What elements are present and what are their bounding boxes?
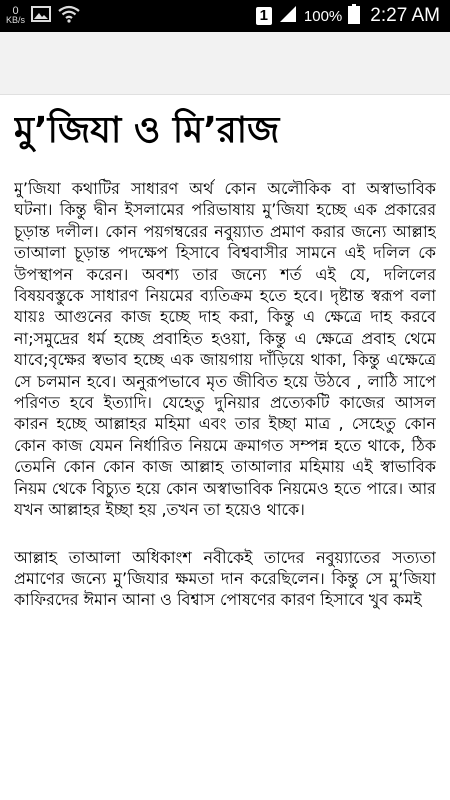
status-bar — [0, 0, 450, 32]
battery-icon — [348, 4, 360, 29]
article-title: মু’জিযা ও মি’রাজ — [14, 110, 280, 151]
status-left — [0, 5, 81, 28]
wifi-icon — [57, 5, 81, 28]
clock: 2:27 AM — [370, 5, 440, 26]
notification-badge: 1 — [256, 7, 272, 25]
battery-percent: 100% — [303, 7, 343, 25]
network-speed — [6, 7, 25, 25]
article-paragraph: আল্লাহ তাআলা অধিকাংশ নবীকেই তাদের নবুয়্যাতের সত্যতা প্রমাণের জন্যে মু’জিযার ক্ষমতা দান করেছিলেন। কিন্তু সে মু’জিযা কাফিরদের ঈমান আনা ও বিশ্বাস পোষণের কারণ হিসাবে খুব কমই — [14, 547, 436, 610]
app-bar — [0, 32, 450, 95]
article-paragraph: মু’জিযা কথাটির সাধারণ অর্থ কোন অলৌকিক বা অস্বাভাবিক ঘটনা। কিন্তু দ্বীন ইসলামের পরিভাষায় মু’জিযা হচ্ছে এক প্রকারের চূড়ান্ত দলীল। কোন পয়গম্বরের নবুয়্যাত প্রমাণ করার জন্যে আল্লাহ তাআলা চূড়ান্ত পদক্ষেপ হিসাবে বিশ্ববাসীর সামনে এই দলিল কে উপস্থাপন করেন। অবশ্য তার জন্যে শর্ত এই যে, দলিলের বিষয়বস্তুকে সাধারণ নিয়মের ব্যতিক্রম হতে হবে। দৃষ্টান্ত স্বরূপ বলা যায়ঃ আগুনের কাজ হচ্ছে দাহ করা, কিন্তু এ ক্ষেত্রে দাহ করবে না;সমুদ্রের ধর্ম হচ্ছে প্রবাহিত হওয়া, কিন্তু এ ক্ষেত্রে প্রবাহ থেমে যাবে;বৃক্ষের স্বভাব হচ্ছে এক জায়গায় দাঁড়িয়ে থাকা, কিন্তু এক্ষেত্রে সে চলমান হবে। অনুরূপভাবে মৃত জীবিত হয়ে উঠবে , লাঠি সাপে পরিণত হবে ইত্যাদি। যেহেতু দুনিয়ার প্রত্যেকটি কাজের আসল কারন হচ্ছে আল্লাহর মহিমা এবং তার ইচ্ছা মাত্র , সেহেতু কোন কোন কাজ যেমন নির্ধারিত নিয়মে ক্রমাগত সম্পন্ন হতে থাকে, ঠিক তেমনি কোন কোন কাজ আল্লাহ তাআলার মহিমায় এই স্বাভাবিক নিয়ম থেকে বিচ্যুত হয়ে কোন অস্বাভাবিক নিয়মেও হতে পারে। আর যখন আল্লাহর ইচ্ছা হয় ,তখন তা হয়েও থাকে। — [14, 179, 436, 520]
status-right — [256, 4, 450, 29]
network-speed-value: 0 — [12, 5, 19, 17]
image-icon — [31, 5, 51, 28]
network-speed-unit: KB/s — [6, 15, 26, 25]
article-content[interactable] — [14, 94, 436, 800]
signal-icon — [278, 5, 298, 28]
